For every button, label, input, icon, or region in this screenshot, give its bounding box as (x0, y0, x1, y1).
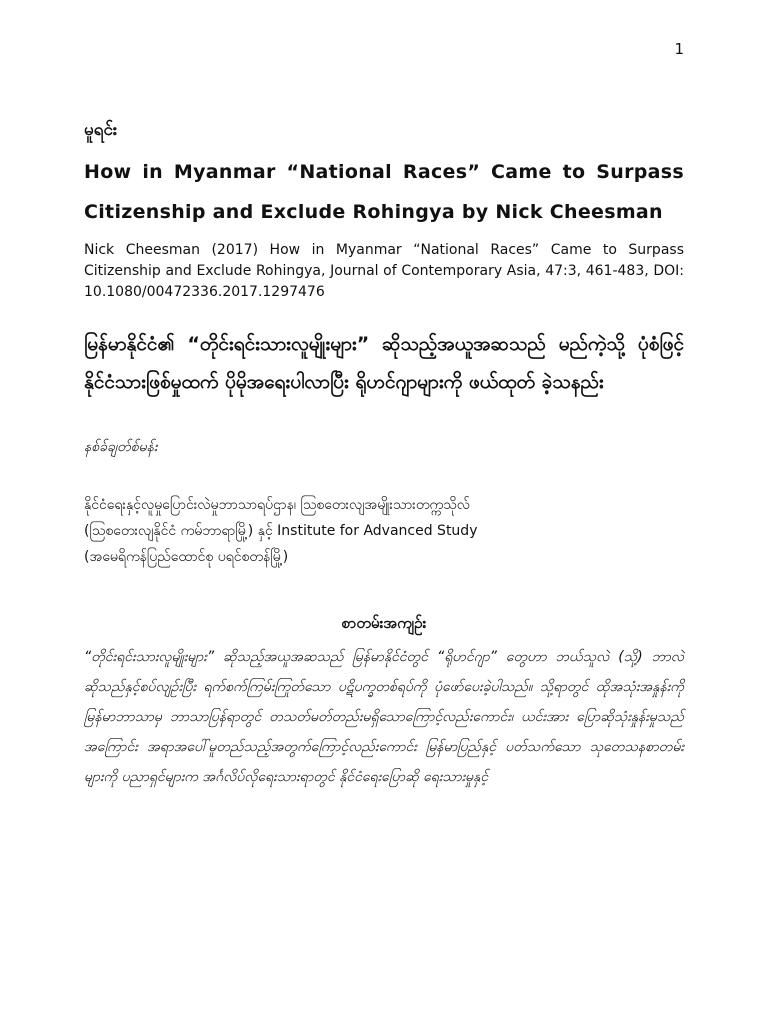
original-label: မူရင်း (84, 120, 118, 140)
abstract-heading: စာတမ်းအကျဉ်း (341, 614, 427, 632)
affiliation-line-3: (အမေရိကန်ပြည်ထောင်စု ပရင်စတန်မြို့) (84, 549, 289, 565)
affiliation (84, 492, 684, 570)
page-number: 1 (674, 40, 684, 58)
document-body (84, 118, 684, 792)
citation: Nick Cheesman (2017) How in Myanmar “National Races” Came to Surpass Citizenship and Exclude Rohingya, Journal of Contemporary Asia, 47:3, 461-483, DOI: 10.1080/00472336.2017.1297476 (84, 242, 684, 300)
author-name: နစ်ခ်ချတ်စ်မန်း (84, 439, 158, 455)
affiliation-line-2: (ဩစတေးလျနိုင်ငံ ကမ်ဘာရာမြို့) နှင့် Institute for Advanced Study (84, 523, 478, 539)
abstract-text: “တိုင်းရင်းသားလူမျိုးများ” ဆိုသည့်အယူအဆသည် မြန်မာနိုင်ငံတွင် “ရိုဟင်ဂျာ” တွေဟာ ဘယ်သူလဲ (သို့) ဘာလဲ ဆိုသည်နှင့်စပ်လျဉ်းပြီး ရက်စက်ကြမ်းကြုတ်သော ပဋိပက္ခတစ်ရပ်ကို ပုံဖော်ပေးခဲ့ပါသည်။ သို့ရာတွင် ထိုအသုံးအနှုန်းကို မြန်မာဘာသာမှ ဘာသာပြန်ရာတွင် တသတ်မတ်တည်းမရှိသောကြောင့်လည်းကောင်း၊ ယင်းအား ပြောဆိုသုံးနှုန်းမှုသည် အကြောင်း အရာအပေါ်မူတည်သည့်အတွက်ကြောင့်လည်းကောင်း မြန်မာပြည်နှင့် ပတ်သက်သော သုတေသနစာတမ်းများကို ပညာရှင်များက အင်္ဂလိပ်လိုရေးသားရာတွင် နိုင်ငံရေးပြောဆို ရေးသားမှုနှင့် (84, 649, 684, 785)
affiliation-line-1: နိုင်ငံရေးနှင့်လူမှုပြောင်းလဲမှုဘာသာရပ်ဌာန၊ ဩစတေးလျအမျိုးသားတက္ကသိုလ် (84, 497, 470, 513)
myanmar-title: မြန်မာနိုင်ငံ၏ “တိုင်းရင်းသားလူမျိုးများ” ဆိုသည့်အယူအဆသည် မည်ကဲ့သို့ ပုံစံဖြင့် နိုင်ငံသားဖြစ်မှုထက် ပိုမိုအရေးပါလာပြီး ရိုဟင်ဂျာများကို ဖယ်ထုတ် ခဲ့သနည်း (84, 333, 684, 393)
english-title: How in Myanmar “National Races” Came to Surpass Citizenship and Exclude Rohingya by Nick Cheesman (84, 161, 684, 223)
